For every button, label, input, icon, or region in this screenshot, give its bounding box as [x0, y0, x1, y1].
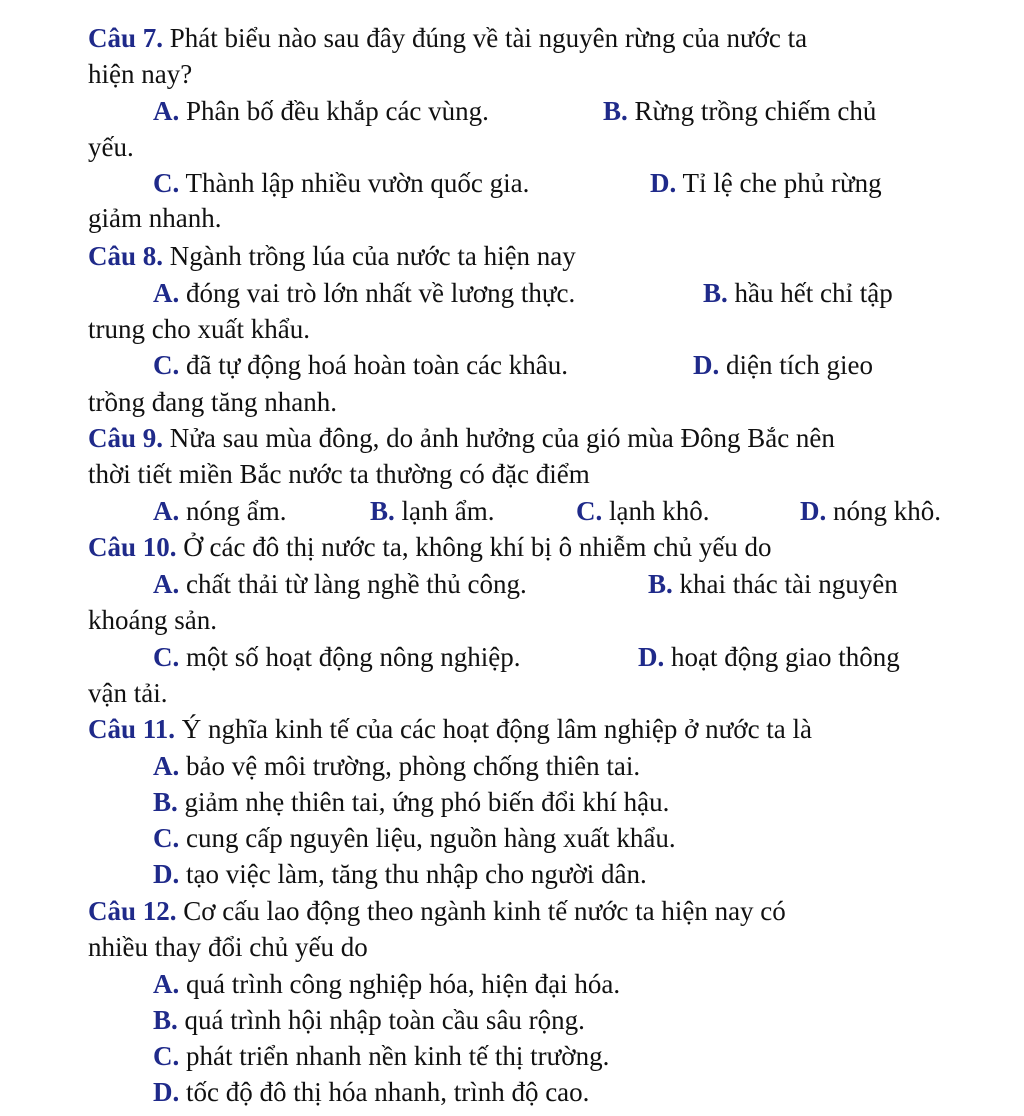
question-text: Nửa sau mùa đông, do ảnh hưởng của gió mùa Đông Bắc nên: [163, 423, 835, 453]
option-label: D.: [153, 859, 180, 889]
option-text: tạo việc làm, tăng thu nhập cho người dân.: [179, 859, 647, 889]
question-text: Phát biểu nào sau đây đúng về tài nguyên rừng của nước ta: [163, 23, 808, 53]
q9-option-c: [576, 493, 710, 529]
q8-option-b: [703, 275, 893, 311]
q9-option-b: [370, 493, 495, 529]
question-text: Ngành trồng lúa của nước ta hiện nay: [163, 241, 576, 271]
option-label: D.: [800, 496, 827, 526]
option-label: D.: [153, 1077, 180, 1107]
question-12-stem-cont: nhiều thay đổi chủ yếu do: [88, 932, 368, 962]
question-number: Câu 12.: [88, 896, 177, 926]
option-label: B.: [370, 496, 395, 526]
option-text: đã tự động hoá hoàn toàn các khâu.: [179, 350, 569, 380]
option-text: giảm nhẹ thiên tai, ứng phó biến đổi khí hậu.: [177, 787, 670, 817]
option-label: B.: [153, 1005, 178, 1035]
option-label: C.: [153, 350, 180, 380]
q7-option-b-cont: yếu.: [88, 132, 134, 162]
option-text: quá trình hội nhập toàn cầu sâu rộng.: [177, 1005, 585, 1035]
option-text: cung cấp nguyên liệu, nguồn hàng xuất khẩu.: [179, 823, 676, 853]
option-label: A.: [153, 751, 180, 781]
option-text: diện tích gieo: [719, 350, 873, 380]
option-text: bảo vệ môi trường, phòng chống thiên tai.: [179, 751, 641, 781]
option-text: chất thải từ làng nghề thủ công.: [179, 569, 527, 599]
question-number: Câu 7.: [88, 23, 164, 53]
option-label: B.: [153, 787, 178, 817]
option-text: lạnh ẩm.: [394, 496, 495, 526]
option-label: B.: [603, 96, 628, 126]
option-text: quá trình công nghiệp hóa, hiện đại hóa.: [179, 969, 621, 999]
option-label: A.: [153, 969, 180, 999]
option-text: Thành lập nhiều vườn quốc gia.: [179, 168, 530, 198]
option-text: Rừng trồng chiếm chủ: [627, 96, 877, 126]
option-label: D.: [693, 350, 720, 380]
q11-option-d: [153, 856, 647, 892]
q8-option-d: [693, 347, 873, 383]
option-label: B.: [648, 569, 673, 599]
option-text: Phân bố đều khắp các vùng.: [179, 96, 489, 126]
option-label: A.: [153, 496, 180, 526]
q11-option-a: [153, 748, 640, 784]
option-text: nóng ẩm.: [179, 496, 287, 526]
q9-option-d: [800, 493, 941, 529]
option-label: C.: [153, 168, 180, 198]
q9-option-a: [153, 493, 287, 529]
q11-option-c: [153, 820, 676, 856]
option-label: C.: [576, 496, 603, 526]
question-9-stem: [88, 420, 835, 456]
question-text: Ý nghĩa kinh tế của các hoạt động lâm nghiệp ở nước ta là: [175, 714, 813, 744]
q8-option-d-cont: trồng đang tăng nhanh.: [88, 387, 337, 417]
q7-option-a: [153, 93, 489, 129]
q10-option-b: [648, 566, 898, 602]
question-text: Ở các đô thị nước ta, không khí bị ô nhiễm chủ yếu do: [176, 532, 772, 562]
option-text: một số hoạt động nông nghiệp.: [179, 642, 521, 672]
option-label: C.: [153, 642, 180, 672]
q8-option-b-cont: trung cho xuất khẩu.: [88, 314, 310, 344]
option-text: tốc độ đô thị hóa nhanh, trình độ cao.: [179, 1077, 590, 1107]
option-label: A.: [153, 569, 180, 599]
option-label: C.: [153, 823, 180, 853]
option-text: hầu hết chỉ tập: [727, 278, 893, 308]
question-12-stem: [88, 893, 786, 929]
option-label: A.: [153, 96, 180, 126]
question-7-stem-cont: hiện nay?: [88, 59, 193, 89]
question-number: Câu 10.: [88, 532, 177, 562]
q10-option-b-cont: khoáng sản.: [88, 605, 217, 635]
option-label: B.: [703, 278, 728, 308]
option-label: C.: [153, 1041, 180, 1071]
question-number: Câu 8.: [88, 241, 164, 271]
q10-option-c: [153, 639, 520, 675]
option-text: lạnh khô.: [602, 496, 710, 526]
option-label: A.: [153, 278, 180, 308]
option-text: khai thác tài nguyên: [672, 569, 898, 599]
q12-option-b: [153, 1002, 585, 1038]
option-text: đóng vai trò lớn nhất về lương thực.: [179, 278, 576, 308]
q8-option-a: [153, 275, 575, 311]
option-text: Tỉ lệ che phủ rừng: [676, 168, 882, 198]
q12-option-d: [153, 1074, 589, 1110]
q12-option-c: [153, 1038, 609, 1074]
question-text: Cơ cấu lao động theo ngành kinh tế nước ta hiện nay có: [176, 896, 786, 926]
q10-option-d: [638, 639, 900, 675]
q7-option-b: [603, 93, 876, 129]
option-text: nóng khô.: [826, 496, 941, 526]
question-number: Câu 11.: [88, 714, 176, 744]
option-text: phát triển nhanh nền kinh tế thị trường.: [179, 1041, 610, 1071]
question-9-stem-cont: thời tiết miền Bắc nước ta thường có đặc điểm: [88, 459, 590, 489]
q11-option-b: [153, 784, 669, 820]
question-8-stem: [88, 238, 576, 274]
q7-option-d-cont: giảm nhanh.: [88, 203, 222, 233]
option-label: D.: [638, 642, 665, 672]
question-number: Câu 9.: [88, 423, 164, 453]
option-text: hoạt động giao thông: [664, 642, 900, 672]
question-7-stem: [88, 20, 807, 56]
question-11-stem: [88, 711, 812, 747]
option-label: D.: [650, 168, 677, 198]
q12-option-a: [153, 966, 620, 1002]
q10-option-d-cont: vận tải.: [88, 678, 168, 708]
q8-option-c: [153, 347, 568, 383]
q7-option-c: [153, 165, 529, 201]
q7-option-d: [650, 165, 882, 201]
question-10-stem: [88, 529, 772, 565]
q10-option-a: [153, 566, 527, 602]
